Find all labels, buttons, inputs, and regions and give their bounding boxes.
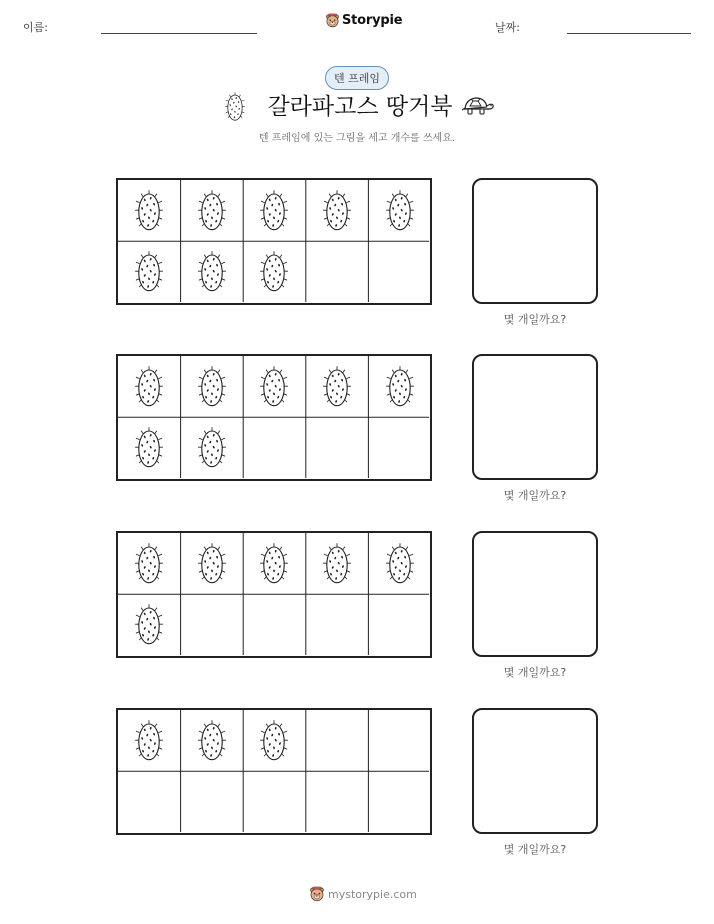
cactus-icon xyxy=(132,540,166,588)
ten-frame-cell xyxy=(243,180,306,241)
cactus-icon xyxy=(195,187,229,235)
cactus-icon xyxy=(132,717,166,765)
cactus-icon xyxy=(320,540,354,588)
ten-frame xyxy=(116,531,432,658)
ten-frame-cell xyxy=(118,417,181,478)
cactus-icon xyxy=(383,187,417,235)
page-title: 갈라파고스 땅거북 xyxy=(267,94,453,120)
ten-frame-cell xyxy=(118,356,181,417)
question-label: 몇 개일까요? xyxy=(503,489,567,502)
bear-mascot-icon xyxy=(309,886,325,902)
ten-frame-cell xyxy=(181,180,244,241)
cactus-icon xyxy=(383,363,417,411)
date-line[interactable] xyxy=(567,33,691,34)
tortoise-icon xyxy=(461,94,495,116)
ten-frame-cell xyxy=(181,771,244,832)
ten-frame-cell xyxy=(368,533,431,594)
ten-frame-cell xyxy=(243,533,306,594)
ten-frame-cell xyxy=(118,241,181,302)
brand-name: Storypie xyxy=(342,13,403,28)
date-label: 날짜: xyxy=(495,21,520,34)
cactus-icon xyxy=(132,601,166,649)
cactus-icon xyxy=(383,540,417,588)
ten-frame-cell xyxy=(243,771,306,832)
ten-frame-cell xyxy=(243,417,306,478)
ten-frame-cell xyxy=(243,241,306,302)
ten-frame-cell xyxy=(368,771,431,832)
ten-frame-cell xyxy=(306,771,369,832)
question-label: 몇 개일까요? xyxy=(503,313,567,326)
cactus-icon xyxy=(257,540,291,588)
ten-frame-cell xyxy=(118,533,181,594)
cactus-icon xyxy=(223,90,247,124)
ten-frame-cell xyxy=(243,356,306,417)
answer-box[interactable] xyxy=(472,178,598,304)
ten-frame-cell xyxy=(368,710,431,771)
cactus-icon xyxy=(132,424,166,472)
ten-frame-cell xyxy=(368,180,431,241)
brand-logo xyxy=(325,13,402,28)
name-label: 이름: xyxy=(23,21,48,34)
ten-frame-cell xyxy=(306,417,369,478)
ten-frame-cell xyxy=(118,180,181,241)
cactus-icon xyxy=(132,248,166,296)
cactus-icon xyxy=(132,363,166,411)
ten-frame-cell xyxy=(368,356,431,417)
instructions: 텐 프레임에 있는 그림을 세고 개수를 쓰세요. xyxy=(258,133,456,144)
ten-frame-cell xyxy=(243,594,306,655)
question-label: 몇 개일까요? xyxy=(503,843,567,856)
cactus-icon xyxy=(257,363,291,411)
ten-frame-cell xyxy=(368,594,431,655)
cactus-icon xyxy=(195,424,229,472)
ten-frame-cell xyxy=(118,594,181,655)
ten-frame-cell xyxy=(368,417,431,478)
ten-frame-cell xyxy=(181,417,244,478)
ten-frame xyxy=(116,708,432,835)
cactus-icon xyxy=(132,187,166,235)
ten-frame-cell xyxy=(181,710,244,771)
ten-frame-cell xyxy=(368,241,431,302)
cactus-icon xyxy=(195,540,229,588)
name-line[interactable] xyxy=(101,33,257,34)
cactus-icon xyxy=(195,363,229,411)
footer-url[interactable]: mystorypie.com xyxy=(328,887,417,901)
answer-box[interactable] xyxy=(472,708,598,834)
cactus-icon xyxy=(195,717,229,765)
answer-box[interactable] xyxy=(472,354,598,480)
ten-frame-cell xyxy=(306,180,369,241)
ten-frame-cell xyxy=(118,771,181,832)
cactus-icon xyxy=(195,248,229,296)
ten-frame-cell xyxy=(243,710,306,771)
cactus-icon xyxy=(320,363,354,411)
ten-frame-cell xyxy=(306,710,369,771)
cactus-icon xyxy=(320,187,354,235)
ten-frame-cell xyxy=(181,356,244,417)
ten-frame xyxy=(116,354,432,481)
answer-box[interactable] xyxy=(472,531,598,657)
ten-frame-cell xyxy=(118,710,181,771)
ten-frame-cell xyxy=(306,356,369,417)
cactus-icon xyxy=(257,187,291,235)
ten-frame-cell xyxy=(181,594,244,655)
footer xyxy=(309,886,417,902)
cactus-icon xyxy=(257,248,291,296)
worksheet-type-badge: 텐 프레임 xyxy=(325,66,389,90)
ten-frame-cell xyxy=(306,594,369,655)
ten-frame-cell xyxy=(181,241,244,302)
bear-mascot-icon xyxy=(325,13,340,28)
ten-frame-cell xyxy=(306,533,369,594)
cactus-icon xyxy=(257,717,291,765)
ten-frame-cell xyxy=(306,241,369,302)
ten-frame-cell xyxy=(181,533,244,594)
ten-frame xyxy=(116,178,432,305)
question-label: 몇 개일까요? xyxy=(503,666,567,679)
